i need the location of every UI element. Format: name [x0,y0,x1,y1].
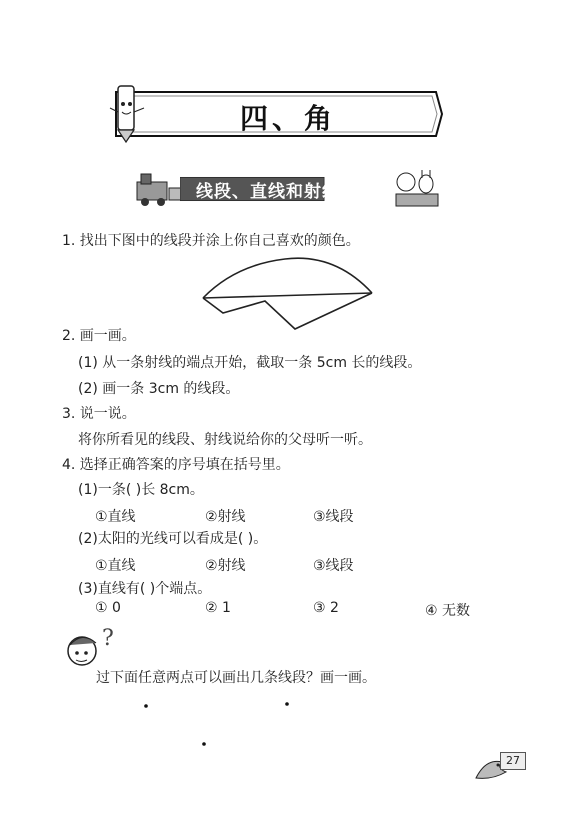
question-2: 2. 画一画。 [62,328,136,344]
q4p1-option-b: ②射线 [205,509,246,525]
page-number: 27 [500,752,526,770]
q4p3-option-b: ② 1 [205,600,231,616]
question-2-part-2: (2) 画一条 3cm 的线段。 [78,381,240,397]
q4p3-option-a: ① 0 [95,600,121,616]
q4p3-option-d: ④ 无数 [425,603,471,619]
question-4-part-2: (2)太阳的光线可以看成是( )。 [78,531,268,547]
question-2-part-1: (1) 从一条射线的端点开始，截取一条 5cm 长的线段。 [78,355,422,371]
q4p1-option-c: ③线段 [313,509,354,525]
q4p2-option-c: ③线段 [313,558,354,574]
section-title: 线段、直线和射线 [196,182,340,202]
chapter-title: 四、角 [240,102,337,135]
question-3-body: 将你所看见的线段、射线说给你的父母听一听。 [78,432,372,448]
question-4-part-1: (1)一条( )长 8cm。 [78,482,204,498]
challenge-question: 过下面任意两点可以画出几条线段？画一画。 [96,670,376,686]
question-4-part-3: (3)直线有( )个端点。 [78,581,212,597]
svg-text:?: ? [102,626,114,651]
question-4: 4. 选择正确答案的序号填在括号里。 [62,457,290,473]
q4p2-option-a: ①直线 [95,558,136,574]
question-1: 1. 找出下图中的线段并涂上你自己喜欢的颜色。 [62,233,360,249]
q4p3-option-c: ③ 2 [313,600,339,616]
question-3: 3. 说一说。 [62,406,136,422]
q4p2-option-b: ②射线 [205,558,246,574]
q4p1-option-a: ①直线 [95,509,136,525]
